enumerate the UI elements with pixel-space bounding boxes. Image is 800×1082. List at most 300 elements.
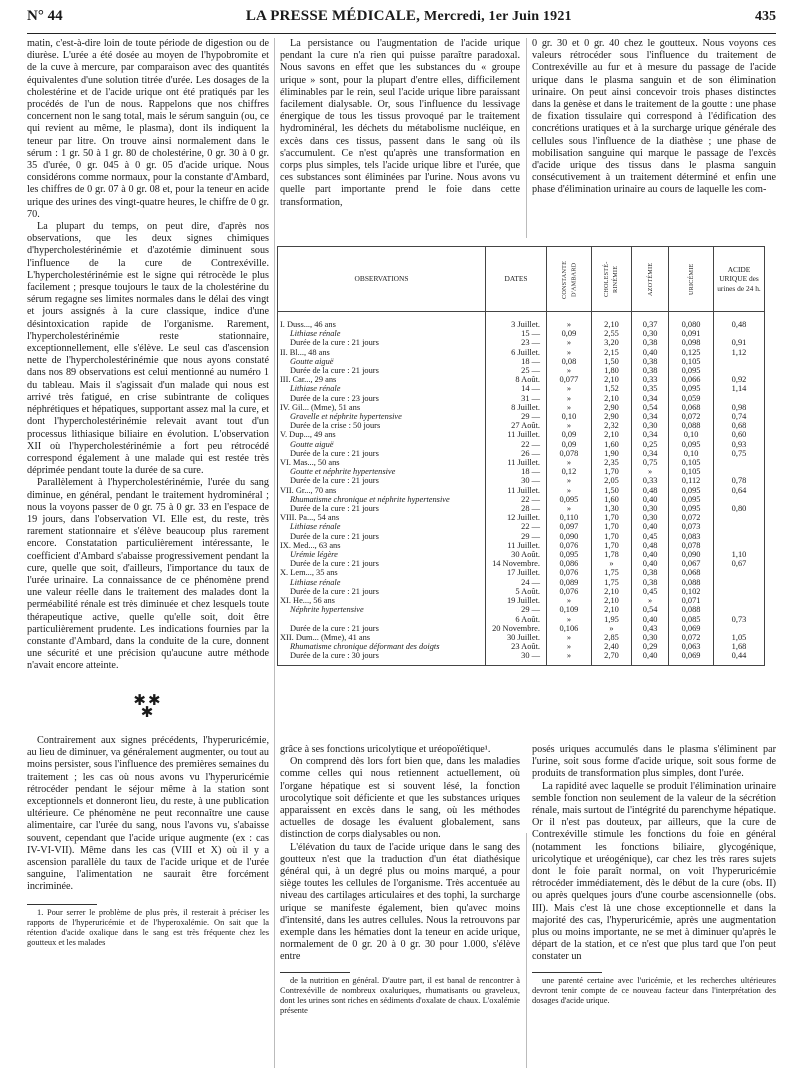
table-row	[278, 486, 765, 495]
value-cell: 0,078	[669, 541, 714, 550]
value-cell: 0,105	[669, 458, 714, 467]
value-cell: 0,085	[669, 615, 714, 624]
table-row	[278, 440, 765, 449]
paragraph: posés uriques accumulés dans le plasma s'éliminent par l'urine, soit sous forme d'acide urique, soit sous forme de produits de transformation plus simples, dont l'urée.	[532, 744, 776, 780]
value-cell: »	[547, 312, 592, 330]
table-row	[278, 394, 765, 403]
date-cell: 17 Juillet.	[486, 568, 547, 577]
value-cell: 0,54	[632, 605, 669, 614]
value-cell: »	[547, 642, 592, 651]
date-cell: 12 Juillet.	[486, 513, 547, 522]
observation-cell: Gravelle et néphrite hypertensive	[278, 412, 486, 421]
value-cell: 0,43	[632, 624, 669, 633]
value-cell: 0,48	[632, 486, 669, 495]
observation-cell: XI. He..., 56 ans	[278, 596, 486, 605]
table-row	[278, 578, 765, 587]
value-cell: 0,75	[714, 449, 765, 458]
value-cell: »	[632, 467, 669, 476]
col-header-cholesterinemie: CHOLESTÉ-RINÉMIE	[591, 247, 631, 312]
value-cell: 0,095	[669, 486, 714, 495]
date-cell: 29 —	[486, 412, 547, 421]
value-cell: 0,091	[669, 329, 714, 338]
value-cell: 0,40	[632, 348, 669, 357]
value-cell: 0,10	[669, 430, 714, 439]
value-cell: 0,088	[669, 605, 714, 614]
date-cell: 5 Août.	[486, 587, 547, 596]
value-cell: 0,088	[669, 421, 714, 430]
value-cell: 2,10	[591, 596, 631, 605]
value-cell: 0,072	[669, 513, 714, 522]
table-row	[278, 532, 765, 541]
value-cell: 3,20	[591, 338, 631, 347]
value-cell	[714, 596, 765, 605]
value-cell: 0,30	[632, 421, 669, 430]
table-row	[278, 338, 765, 347]
footnote: de la nutrition en général. D'autre part, il est banal de rencontrer à Contrexéville de nombreux oxaluriques, rhumatisants ou graveleux, dont les urines sont riches en sédiments d'oxalate de chaux. L'oxalémie présente	[280, 975, 520, 1015]
issue-date: Mercredi, 1er Juin 1921	[424, 9, 572, 24]
value-cell: 1,68	[714, 642, 765, 651]
date-cell: 3 Juillet.	[486, 312, 547, 330]
page-number: 435	[754, 9, 776, 24]
observation-cell: Durée de la cure : 21 jours	[278, 624, 486, 633]
value-cell	[714, 532, 765, 541]
value-cell	[714, 366, 765, 375]
paragraph: matin, c'est-à-dire loin de toute période de digestion ou de diurèse. L'urée a été dosée au moyen de l'hypobromite et de la cuve à mercure, par comparaison avec des quantités équivalentes d'une solution titrée d'urée. Les dosages de la cholestérine et de l'acide urique ont été pratiqués par les procédés de l'un de nous. Rappelons que nos chiffres concernent non le sang total, mais le sérum sanguin (ou, ce qui revient au même, le plasma), dont ils indiquent la teneur par litre. On trouve ainsi normalement dans le sérum : 1 gr. 50 à 1 gr. 80 de cholestérine, 0 gr. 30 à 0 gr. 35 d'urée, 0 gr. 045 à 0 gr. 05 d'acide urique. Nous considérons comme normaux, pour la constante d'Ambard, les chiffres de 0 gr. 07 à 0 gr. 08 et, pour la teneur en acide urique des urines des vingt-quatre heures, le chiffre de 0 gr. 70.	[27, 38, 269, 220]
issue-number: N° 44	[27, 8, 63, 24]
table-row	[278, 476, 765, 485]
observation-cell: Goutte aiguë	[278, 440, 486, 449]
table-row	[278, 568, 765, 577]
observation-cell: Durée de la cure : 21 jours	[278, 366, 486, 375]
value-cell: 0,48	[632, 541, 669, 550]
date-cell: 27 Août.	[486, 421, 547, 430]
table-row	[278, 633, 765, 642]
date-cell: 26 —	[486, 449, 547, 458]
value-cell: 0,095	[669, 440, 714, 449]
value-cell: 0,08	[547, 357, 592, 366]
footnote: 1. Pour serrer le problème de plus près, il resterait à préciser les rapports de l'hyperuricémie et de l'hyperoxalémie. On sait que la rétention d'acide oxalique dans le sang est très fréquente chez les goutteux et les malades	[27, 907, 269, 947]
value-cell: 0,112	[669, 476, 714, 485]
value-cell: 1,10	[714, 550, 765, 559]
value-cell: 2,10	[591, 375, 631, 384]
observation-cell: Durée de la cure : 21 jours	[278, 532, 486, 541]
date-cell: 11 Juillet.	[486, 458, 547, 467]
date-cell: 14 Novembre.	[486, 559, 547, 568]
value-cell: 2,10	[591, 430, 631, 439]
table-row	[278, 559, 765, 568]
value-cell: 0,095	[669, 504, 714, 513]
value-cell: 0,34	[632, 394, 669, 403]
value-cell: 0,67	[714, 559, 765, 568]
observation-cell: Durée de la cure : 21 jours	[278, 587, 486, 596]
value-cell: 1,52	[591, 384, 631, 393]
value-cell: 0,60	[714, 430, 765, 439]
value-cell: »	[547, 476, 592, 485]
date-cell: 18 —	[486, 357, 547, 366]
date-cell: 30 Juillet.	[486, 633, 547, 642]
table-row	[278, 615, 765, 624]
observation-cell: IV. Gil... (Mme), 51 ans	[278, 403, 486, 412]
observation-cell: Rhumatisme chronique et néphrite hypertensive	[278, 495, 486, 504]
value-cell: 0,089	[547, 578, 592, 587]
date-cell: 22 —	[486, 522, 547, 531]
value-cell: 1,70	[591, 522, 631, 531]
table-row	[278, 412, 765, 421]
value-cell: 1,05	[714, 633, 765, 642]
col-header-dates: DATES	[486, 247, 547, 312]
value-cell: 0,29	[632, 642, 669, 651]
value-cell: 0,92	[714, 375, 765, 384]
value-cell: 0,090	[547, 532, 592, 541]
column-3-top	[532, 38, 776, 197]
col-header-acide-urique: ACIDE URIQUE des urines de 24 h.	[714, 247, 765, 312]
value-cell: 1,60	[591, 495, 631, 504]
value-cell: »	[547, 504, 592, 513]
observation-cell: Durée de la cure : 30 jours	[278, 651, 486, 665]
value-cell: 0,106	[547, 624, 592, 633]
value-cell: 1,95	[591, 615, 631, 624]
column-2-top	[280, 38, 520, 209]
observation-cell: Urémie légère	[278, 550, 486, 559]
observation-cell	[278, 615, 486, 624]
value-cell: 2,55	[591, 329, 631, 338]
value-cell: 0,64	[714, 486, 765, 495]
value-cell: »	[547, 596, 592, 605]
value-cell: 0,068	[669, 403, 714, 412]
value-cell: »	[547, 486, 592, 495]
value-cell: 0,34	[632, 449, 669, 458]
value-cell: 0,45	[632, 532, 669, 541]
value-cell: 0,095	[547, 495, 592, 504]
col-header-observations: OBSERVATIONS	[278, 247, 486, 312]
value-cell: 1,70	[591, 467, 631, 476]
value-cell: 2,15	[591, 348, 631, 357]
paragraph: La plupart du temps, on peut dire, d'après nos observations, que les deux signes chimiques d'hypercholestérinémie et d'azotémie diminuent sous l'influence de la cure de Contrexéville. L'hypercholestérinémie est le signe qui rétrocède le plus facilement ; presque toujours le taux de la cholestérine du sérum regagne ses limites normales dans le délai des vingt et jours assignés à la cure classique, indice d'une désintoxication rapide de l'organisme. Rarement, l'hypercholestérinémie reste stationnaire, exceptionnellement, elle s'élève. Le seul cas d'ascension nette de l'hypercholestérinémie que nous ayons constaté dans nos 89 observations est celui mentionné au numéro 1 du tableau. Mais il s'agissait d'un malade qui nous est arrivé très fatigué, en crise subintrante de coliques néphrétiques et hépatiques, supportant assez mal la cure, et dont l'hypercholestérinémie relevait avant tout d'un processus lithiasique biliaire en évolution. L'observation XII où l'hypercholestérinémie a fort peu rétrocédé correspond également à une malade qui est restée très déprimée pendant toute la durée de sa cure.	[27, 221, 269, 477]
value-cell: »	[547, 633, 592, 642]
value-cell: 2,85	[591, 633, 631, 642]
observation-cell: Durée de la cure : 21 jours	[278, 476, 486, 485]
value-cell: 1,75	[591, 578, 631, 587]
value-cell	[714, 329, 765, 338]
value-cell: 0,080	[669, 312, 714, 330]
value-cell: 0,076	[547, 587, 592, 596]
value-cell: 0,069	[669, 624, 714, 633]
value-cell: 0,086	[547, 559, 592, 568]
value-cell: 0,30	[632, 633, 669, 642]
value-cell: 0,30	[632, 513, 669, 522]
observations-table	[277, 246, 765, 666]
table-row	[278, 366, 765, 375]
paragraph: La rapidité avec laquelle se produit l'élimination urinaire semble fonction non seulement de la valeur de la sécrétion rénale, mais surtout de l'intégrité du parenchyme hépatique. Or il n'est pas douteux, par ailleurs, que la cure de Contrexéville stimule les fonctions du foie en général (notamment les fonctions biliaire, glycogénique, uricolytique et uréogénique), car chez les très rares sujets dont le foie paraît normal, on voit l'hyperuricémie rétrocéder immédiatement, dès le début de la cure (obs. II) ou après quelques jours d'une courbe ascensionnelle (obs. III). Mais c'est là une chose exceptionnelle et dans la majorité des cas, l'hyperuricémie, après une augmentation plus ou moins importante, ne se met à diminuer qu'après le départ de la station, et ce n'est que plus tard que l'on peut constater un	[532, 780, 776, 963]
value-cell: 1,30	[591, 504, 631, 513]
value-cell: 1,60	[591, 440, 631, 449]
value-cell: 0,110	[547, 513, 592, 522]
table-row	[278, 596, 765, 605]
table-row	[278, 421, 765, 430]
value-cell: 0,38	[632, 366, 669, 375]
table-row	[278, 458, 765, 467]
column-rule	[526, 833, 527, 1068]
value-cell: 0,095	[669, 366, 714, 375]
observation-cell: III. Car..., 29 ans	[278, 375, 486, 384]
table-row	[278, 348, 765, 357]
value-cell: 0,40	[632, 550, 669, 559]
value-cell: »	[547, 615, 592, 624]
observation-cell: Durée de la cure : 21 jours	[278, 338, 486, 347]
value-cell: 1,70	[591, 541, 631, 550]
value-cell: 0,077	[547, 375, 592, 384]
value-cell: 0,059	[669, 394, 714, 403]
journal-name: LA PRESSE MÉDICALE,	[245, 8, 421, 24]
date-cell: 24 —	[486, 578, 547, 587]
value-cell: 0,088	[669, 578, 714, 587]
value-cell: 0,40	[632, 495, 669, 504]
paragraph: Contrairement aux signes précédents, l'hyperuricémie, au lieu de diminuer, va généralement augmenter, ou tout au moins persister, sous l'influence des premières semaines du traitement ; les cas où nous avons vu l'hyperuricémie rétrocéder pendant le séjour même à la station sont exceptionnels et donneront lieu, du reste, à une publication ultérieure. Ce phénomène ne peut reconnaître une cause alimentaire, car l'urée du sang, nous l'avons vu, s'abaisse souvent, cependant que l'acide urique augmente (ex : cas IV-VI-VII). Même dans les cas (VIII et X) où il y a ascension parallèle du taux de l'acide urique et de l'urée sanguine, l'alimentation ne saurait être forcément incriminée.	[27, 734, 269, 893]
observation-cell: Rhumatisme chronique déformant des doigts	[278, 642, 486, 651]
date-cell: 30 Août.	[486, 550, 547, 559]
paragraph: Parallèlement à l'hypercholestérinémie, l'urée du sang diminue, en général, pendant le traitement hydrominéral ; nous la voyons passer de 0 gr. 75 à 0 gr. 33 en l'espace de 19 jours, dans l'observation VI. Elle est, du reste, très rarement stationnaire et s'élève beaucoup plus rarement encore. Constatation particulièrement intéressante, le coefficient d'Ambard s'abaisse progressivement pendant la cure, quelle que soit, d'ailleurs, l'importance du taux de l'urée urinaire. La connaissance de ce phénomène prend une valeur réelle dans le traitement des malades dont la perméabilité rénale est très diminuée et chez lesquels toute thérapeutique active, quelle qu'elle soit, doit être particulièrement prudente. Les indications fournies par la constante d'Ambard, dans la conduite de la cure, donnent une sécurité et une précision qu'aucune autre méthode n'avait encore atteinte.	[27, 477, 269, 672]
table-row	[278, 384, 765, 393]
observation-cell: VIII. Pa..., 54 ans	[278, 513, 486, 522]
observation-cell: Lithiase rénale	[278, 578, 486, 587]
value-cell: 0,10	[669, 449, 714, 458]
observation-cell: VI. Mas..., 50 ans	[278, 458, 486, 467]
observation-cell: I. Duss..., 46 ans	[278, 312, 486, 330]
value-cell: 0,09	[547, 440, 592, 449]
value-cell: 0,095	[669, 384, 714, 393]
value-cell: 0,069	[669, 651, 714, 665]
observation-cell: Durée de la crise : 50 jours	[278, 421, 486, 430]
value-cell: 0,38	[632, 578, 669, 587]
date-cell: 6 Juillet.	[486, 348, 547, 357]
table-row	[278, 624, 765, 633]
table-row	[278, 587, 765, 596]
value-cell: 1,50	[591, 357, 631, 366]
value-cell: 2,10	[591, 394, 631, 403]
value-cell: 2,90	[591, 403, 631, 412]
value-cell: 0,40	[632, 522, 669, 531]
value-cell: 0,45	[632, 587, 669, 596]
page-header	[27, 8, 776, 34]
value-cell: 0,40	[632, 615, 669, 624]
value-cell: 0,076	[547, 568, 592, 577]
observation-cell: XII. Dum... (Mme), 41 ans	[278, 633, 486, 642]
footnote-rule	[280, 972, 350, 973]
observation-cell: X. Lem..., 35 ans	[278, 568, 486, 577]
value-cell: 0,75	[632, 458, 669, 467]
value-cell: »	[547, 366, 592, 375]
table-row	[278, 375, 765, 384]
value-cell: 0,105	[669, 357, 714, 366]
value-cell: 0,09	[547, 329, 592, 338]
value-cell: »	[591, 624, 631, 633]
value-cell: 0,30	[632, 329, 669, 338]
value-cell: »	[547, 458, 592, 467]
observation-cell: Lithiase rénale	[278, 522, 486, 531]
date-cell: 22 —	[486, 440, 547, 449]
value-cell: 1,50	[591, 486, 631, 495]
footnote-rule	[27, 904, 97, 905]
observation-cell: Lithiase rénale	[278, 384, 486, 393]
column-1	[27, 38, 269, 948]
paragraph: grâce à ses fonctions uricolytique et uréopoïétique¹.	[280, 744, 491, 755]
table-row	[278, 513, 765, 522]
observation-cell: Lithiase rénale	[278, 329, 486, 338]
paragraph: L'élévation du taux de l'acide urique dans le sang des goutteux n'est que la traduction d'un état diathésique général qui, à un degré plus ou moins marqué, a pour siège toutes les cellules de l'organisme. Très accentuée au niveau des cartilages articulaires et des tophi, la surcharge urique se manifeste également, bien qu'avec moins d'intensité, dans les autres cellules. Nous la retrouvons par exemple dans les hématies dont la teneur en acide urique, normalement de 0 gr. 20 à 0 gr. 30 pour 1.000, s'élève entre	[280, 841, 520, 963]
value-cell: 1,80	[591, 366, 631, 375]
value-cell: 1,90	[591, 449, 631, 458]
table-row	[278, 522, 765, 531]
footnote: une parenté certaine avec l'uricémie, et les recherches ultérieures devront tenir compte de ce nouveau facteur dans l'interprétation des dosages d'acide urique.	[532, 975, 776, 1005]
date-cell: 28 —	[486, 504, 547, 513]
date-cell: 22 —	[486, 495, 547, 504]
value-cell: 0,097	[547, 522, 592, 531]
date-cell: 11 Juillet.	[486, 430, 547, 439]
date-cell: 11 Juillet.	[486, 486, 547, 495]
date-cell: 30 —	[486, 651, 547, 665]
value-cell: 0,38	[632, 357, 669, 366]
table-row	[278, 329, 765, 338]
value-cell	[714, 605, 765, 614]
value-cell: 0,095	[669, 495, 714, 504]
date-cell: 31 —	[486, 394, 547, 403]
value-cell: 0,102	[669, 587, 714, 596]
value-cell: 0,80	[714, 504, 765, 513]
value-cell	[714, 578, 765, 587]
date-cell: 20 Novembre.	[486, 624, 547, 633]
value-cell: 1,12	[714, 348, 765, 357]
value-cell: 0,25	[632, 440, 669, 449]
observation-cell: II. Bl..., 48 ans	[278, 348, 486, 357]
date-cell: 29 —	[486, 532, 547, 541]
date-cell: 8 Juillet.	[486, 403, 547, 412]
column-3-bottom	[532, 744, 776, 1006]
value-cell: 0,068	[669, 568, 714, 577]
table-row	[278, 357, 765, 366]
value-cell: 1,75	[591, 568, 631, 577]
value-cell: 0,40	[632, 651, 669, 665]
value-cell: 0,34	[632, 412, 669, 421]
col-header-azotemie: AZOTÉMIE	[632, 247, 669, 312]
value-cell: »	[547, 421, 592, 430]
value-cell: 0,40	[632, 559, 669, 568]
value-cell: »	[547, 651, 592, 665]
value-cell: 0,35	[632, 384, 669, 393]
observation-cell: IX. Med..., 63 ans	[278, 541, 486, 550]
value-cell	[714, 587, 765, 596]
table-row	[278, 403, 765, 412]
value-cell: 2,35	[591, 458, 631, 467]
column-2-bottom	[280, 744, 520, 1016]
col-header-ambard: CONSTANTE D'AMBARD	[547, 247, 592, 312]
section-stars: ✱✱ ✱	[133, 692, 163, 721]
value-cell: 0,078	[547, 449, 592, 458]
value-cell: 0,98	[714, 403, 765, 412]
value-cell: 1,70	[591, 532, 631, 541]
date-cell: 11 Juillet.	[486, 541, 547, 550]
value-cell: 0,066	[669, 375, 714, 384]
observation-cell: Goutte et néphrite hypertensive	[278, 467, 486, 476]
date-cell: 30 —	[486, 476, 547, 485]
date-cell: 6 Août.	[486, 615, 547, 624]
observation-cell: VII. Gr..., 70 ans	[278, 486, 486, 495]
value-cell: »	[547, 348, 592, 357]
value-cell: 0,78	[714, 476, 765, 485]
value-cell: 0,68	[714, 421, 765, 430]
table-row	[278, 651, 765, 665]
value-cell: 0,74	[714, 412, 765, 421]
newspaper-page	[27, 8, 776, 1074]
table-row	[278, 504, 765, 513]
value-cell: »	[591, 559, 631, 568]
date-cell: 29 —	[486, 605, 547, 614]
value-cell: 0,090	[669, 550, 714, 559]
date-cell: 25 —	[486, 366, 547, 375]
value-cell: 0,10	[547, 412, 592, 421]
value-cell: »	[547, 338, 592, 347]
value-cell	[714, 624, 765, 633]
value-cell: 0,38	[632, 338, 669, 347]
value-cell	[714, 394, 765, 403]
value-cell: 0,12	[547, 467, 592, 476]
value-cell: »	[632, 596, 669, 605]
value-cell: 2,32	[591, 421, 631, 430]
value-cell: 0,91	[714, 338, 765, 347]
value-cell: 0,072	[669, 633, 714, 642]
value-cell: 2,90	[591, 412, 631, 421]
table-row	[278, 312, 765, 330]
value-cell: 0,083	[669, 532, 714, 541]
table-row	[278, 541, 765, 550]
date-cell: 14 —	[486, 384, 547, 393]
value-cell	[714, 522, 765, 531]
value-cell: 0,37	[632, 312, 669, 330]
value-cell: 0,38	[632, 568, 669, 577]
observation-cell: Durée de la cure : 23 jours	[278, 394, 486, 403]
value-cell: 2,40	[591, 642, 631, 651]
value-cell: 0,54	[632, 403, 669, 412]
col-header-uricemie: URICÉMIE	[669, 247, 714, 312]
value-cell: 0,067	[669, 559, 714, 568]
value-cell	[714, 513, 765, 522]
value-cell	[714, 458, 765, 467]
paragraph: On comprend dès lors fort bien que, dans les maladies comme celles qui nous retiennent actuellement, où l'organe hépatique est si souvent lésé, la fonction urocolytique soit déficiente et que les substances uriques apparaissent en excès dans le sang, où les méthodes actuelles de dosage les évaluent globalement, sans distinction de corps dialysables ou non.	[280, 756, 520, 841]
value-cell	[714, 467, 765, 476]
column-rule	[274, 38, 275, 1068]
value-cell: 2,10	[591, 605, 631, 614]
value-cell: 0,73	[714, 615, 765, 624]
value-cell: 0,071	[669, 596, 714, 605]
table-row	[278, 449, 765, 458]
date-cell: 19 Juillet.	[486, 596, 547, 605]
value-cell	[714, 357, 765, 366]
column-rule	[526, 38, 527, 238]
table-row	[278, 642, 765, 651]
footnote-rule	[532, 972, 602, 973]
value-cell: 2,10	[591, 587, 631, 596]
value-cell: 0,125	[669, 348, 714, 357]
value-cell: 0,076	[547, 541, 592, 550]
value-cell: »	[547, 403, 592, 412]
value-cell: 0,073	[669, 522, 714, 531]
table-body	[278, 312, 765, 666]
value-cell: 0,33	[632, 375, 669, 384]
value-cell: 0,098	[669, 338, 714, 347]
value-cell: 0,44	[714, 651, 765, 665]
table-row	[278, 605, 765, 614]
value-cell: 1,78	[591, 550, 631, 559]
observation-cell: Durée de la cure : 21 jours	[278, 449, 486, 458]
